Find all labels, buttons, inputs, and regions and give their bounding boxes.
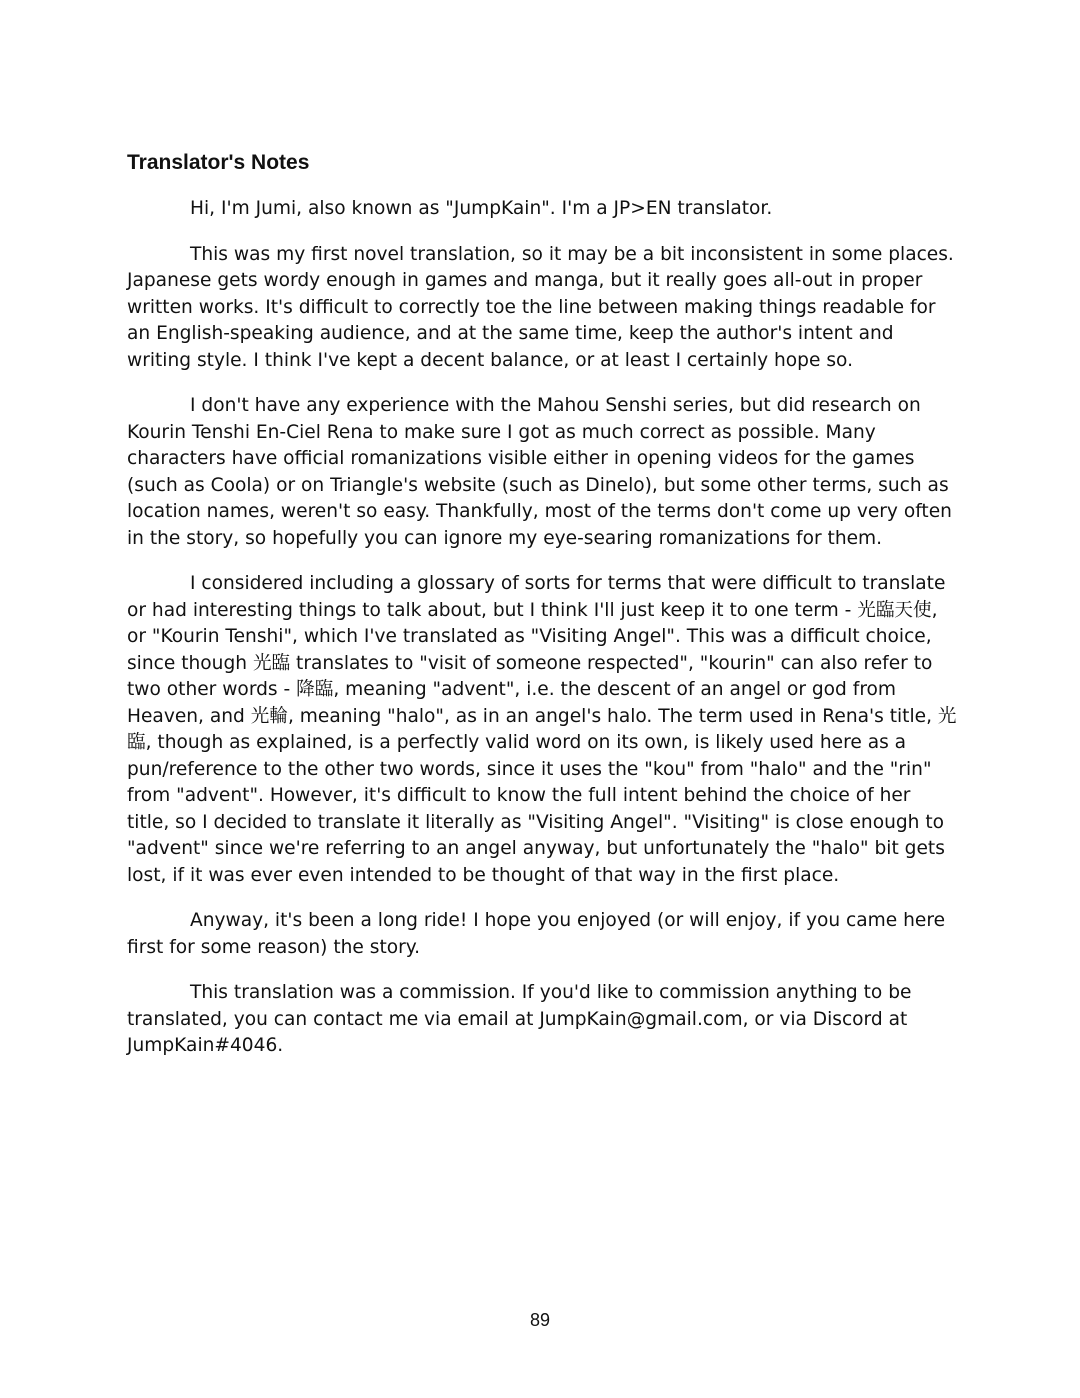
- paragraph-commission: This translation was a commission. If you'd like to commission anything to be translated, you can contact me via email at JumpKain@gmail.com, or via Discord at JumpKain#4046.: [127, 982, 912, 1056]
- paragraph-glossary: I considered including a glossary of sorts for terms that were difficult to translate or had interesting things to talk about, but I think I'll just keep it to one term - 光臨天使, or "Kourin Tenshi", which I've translated as "Visiting Angel". This was a difficult choice, since though 光臨 translates to "visit of someone respected", "kourin" can also refer to two other words - 降臨, meaning "advent", i.e. the descent of an angel or god from Heaven, and 光輪, meaning "halo", as in an angel's halo. The term used in Rena's title, 光臨, though as explained, is a perfectly valid word on its own, is likely used here as a pun/reference to the other two words, since it uses the "kou" from "halo" and the "rin" from "advent". However, it's difficult to know the full intent behind the choice of her title, so I decided to translate it literally as "Visiting Angel". "Visiting" is close enough to "advent" since we're referring to an angel anyway, but unfortunately the "halo" bit gets lost, if it was ever even intended to be thought of that way in the first place.: [127, 573, 957, 886]
- paragraph-first-translation: This was my first novel translation, so it may be a bit inconsistent in some places. Japanese gets wordy enough in games and manga, but it really goes all-out in proper written works. It's difficult to correctly toe the line between making things readable for an English-speaking audience, and at the same time, keep the author's intent and writing style. I think I've kept a decent balance, or at least I certainly hope so.: [127, 243, 954, 371]
- page-number: 89: [529, 1310, 551, 1330]
- body-text: [127, 196, 957, 1079]
- paragraph-closing: Anyway, it's been a long ride! I hope you enjoyed (or will enjoy, if you came here first for some reason) the story.: [127, 910, 946, 958]
- paragraph-research: I don't have any experience with the Mahou Senshi series, but did research on Kourin Tenshi En-Ciel Rena to make sure I got as much correct as possible. Many characters have official romanizations visible either in opening videos for the games (such as Coola) or on Triangle's website (such as Dinelo), but some other terms, such as location names, weren't so easy. Thankfully, most of the terms don't come up very often in the story, so hopefully you can ignore my eye-searing romanizations for them.: [127, 395, 952, 549]
- paragraph-intro: Hi, I'm Jumi, also known as "JumpKain". I'm a JP>EN translator.: [190, 198, 773, 219]
- page-title: Translator's Notes: [127, 151, 310, 174]
